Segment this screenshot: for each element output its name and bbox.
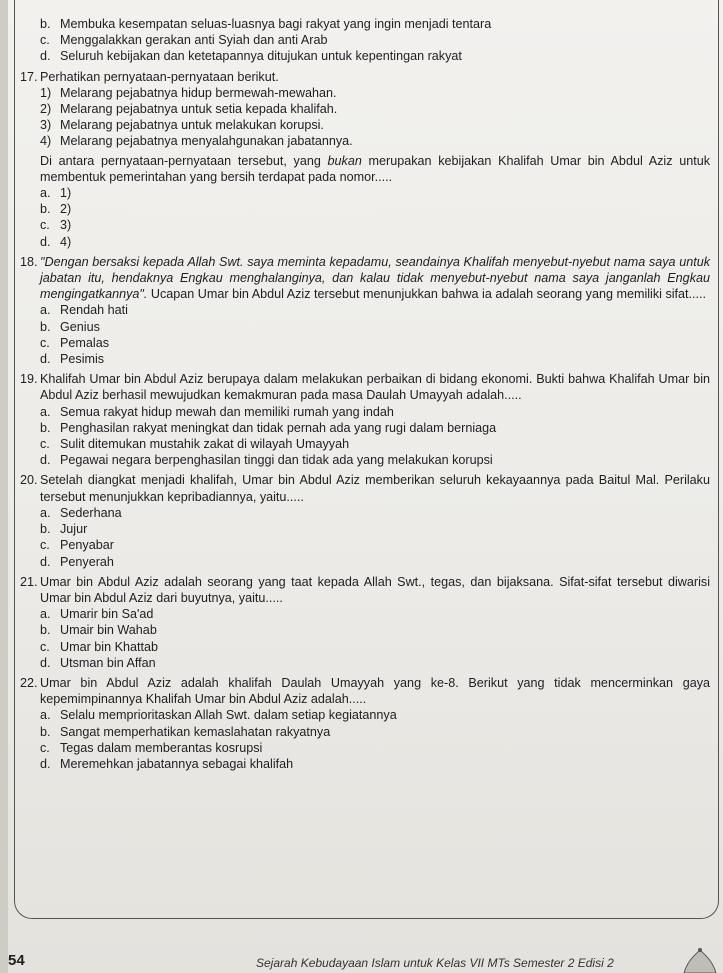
option-c: c. 3)	[40, 218, 72, 233]
question-text: Umar bin Abdul Aziz adalah khalifah Daulah Umayyah yang ke-8. Berikut yang tidak mencerminkan gaya kepemimpinannya Khalifah Umar bin Abdul Aziz adalah.....	[40, 675, 710, 707]
option-d: d. Meremehkan jabatannya sebagai khalifah	[40, 756, 294, 771]
option-a: a. 1)	[40, 186, 72, 201]
question-number: 19.	[20, 372, 38, 387]
question-prompt: Di antara pernyataan-pernyataan tersebut, yang bukan merupakan kebijakan Khalifah Umar bin Abdul Aziz untuk membentuk pemerintahan yang bersih terdapat pada nomor.....	[40, 153, 710, 184]
question-text: Perhatikan pernyataan-pernyataan berikut.	[40, 69, 279, 84]
option-d: d. 4)	[40, 234, 72, 249]
question-22	[20, 675, 710, 772]
option-b: b. Umair bin Wahab	[40, 623, 157, 638]
option-d: d. Pegawai negara berpenghasilan tinggi dan tidak ada yang melakukan korupsi	[40, 453, 493, 468]
question-list	[20, 16, 710, 772]
option-d: d. Utsman bin Affan	[40, 655, 156, 670]
question-20	[20, 472, 710, 569]
option-a: a. Selalu memprioritaskan Allah Swt. dalam setiap kegiatannya	[40, 708, 397, 723]
option-b: b. 2)	[40, 202, 72, 217]
statement: 1) Melarang pejabatnya hidup bermewah-mewahan.	[40, 85, 337, 100]
question-text: Ucapan Umar bin Abdul Aziz tersebut menunjukkan bahwa ia adalah seorang yang memiliki sifat.....	[147, 287, 707, 302]
book-title: Sejarah Kebudayaan Islam untuk Kelas VII MTs Semester 2 Edisi 2	[256, 956, 614, 970]
q16-options	[20, 16, 710, 65]
question-text: Khalifah Umar bin Abdul Aziz berupaya dalam melakukan perbaikan di bidang ekonomi. Bukti bahwa Khalifah Umar bin Abdul Aziz berhasil mewujudkan kemakmuran pada masa Daulah Umayyah adalah.....	[40, 372, 710, 403]
option-c: c. Umar bin Khattab	[40, 639, 159, 654]
option-b: b. Sangat memperhatikan kemaslahatan rakyatnya	[40, 724, 331, 739]
question-number: 22.	[20, 675, 38, 690]
statement: 3) Melarang pejabatnya untuk melakukan korupsi.	[40, 118, 324, 133]
page-footer	[8, 946, 723, 973]
book-page	[8, 0, 723, 973]
question-18	[20, 254, 710, 367]
option-d: d. Pesimis	[40, 352, 105, 367]
option-a: a. Semua rakyat hidup mewah dan memiliki rumah yang indah	[40, 404, 394, 419]
option-c: c. Sulit ditemukan mustahik zakat di wilayah Umayyah	[40, 437, 350, 452]
quote-text: "Dengan bersaksi kepada Allah Swt. saya meminta kepadamu, seandainya Khalifah menyebut-nyebut nama saya untuk jabatan itu, hendaknya Engkau menghalanginya, dan kalau tidak menyebut-nyebut nama saya janganlah Engkau mengingatkannya".	[40, 254, 710, 302]
option-c: c. Menggalakkan gerakan anti Syiah dan anti Arab	[40, 33, 328, 48]
question-number: 21.	[20, 574, 38, 589]
option-b: b. Penghasilan rakyat meningkat dan tidak pernah ada yang rugi dalam berniaga	[40, 420, 497, 435]
option-c: c. Penyabar	[40, 538, 114, 553]
statement: 4) Melarang pejabatnya menyalahgunakan jabatannya.	[40, 134, 353, 149]
option-d: d. Penyerah	[40, 554, 114, 569]
option-d: d. Seluruh kebijakan dan ketetapannya ditujukan untuk kepentingan rakyat	[40, 49, 462, 64]
question-17	[20, 69, 710, 250]
option-a: a. Rendah hati	[40, 303, 128, 318]
option-b: b. Jujur	[40, 522, 88, 537]
page-number: 54	[8, 952, 25, 969]
ornament-icon	[680, 946, 720, 973]
option-b: b. Membuka kesempatan seluas-luasnya bagi rakyat yang ingin menjadi tentara	[40, 17, 492, 31]
question-21	[20, 574, 710, 671]
option-c: c. Tegas dalam memberantas kosrupsi	[40, 740, 263, 755]
option-a: a. Sederhana	[40, 505, 122, 520]
question-text: Umar bin Abdul Aziz adalah seorang yang taat kepada Allah Swt., tegas, dan bijaksana. Sifat-sifat tersebut diwarisi Umar bin Abdul Aziz dari buyutnya, yaitu.....	[40, 574, 710, 605]
question-text: Setelah diangkat menjadi khalifah, Umar bin Abdul Aziz memberikan seluruh kekayaannya pada Baitul Mal. Perilaku tersebut menunjukkan kepribadiannya, yaitu.....	[40, 473, 710, 504]
question-19	[20, 371, 710, 468]
question-number: 17.	[20, 69, 38, 84]
option-a: a. Umarir bin Sa'ad	[40, 607, 154, 622]
question-number: 20.	[20, 473, 38, 488]
option-b: b. Genius	[40, 319, 100, 334]
question-number: 18.	[20, 254, 38, 269]
option-c: c. Pemalas	[40, 335, 109, 350]
statement: 2) Melarang pejabatnya untuk setia kepada khalifah.	[40, 102, 338, 117]
